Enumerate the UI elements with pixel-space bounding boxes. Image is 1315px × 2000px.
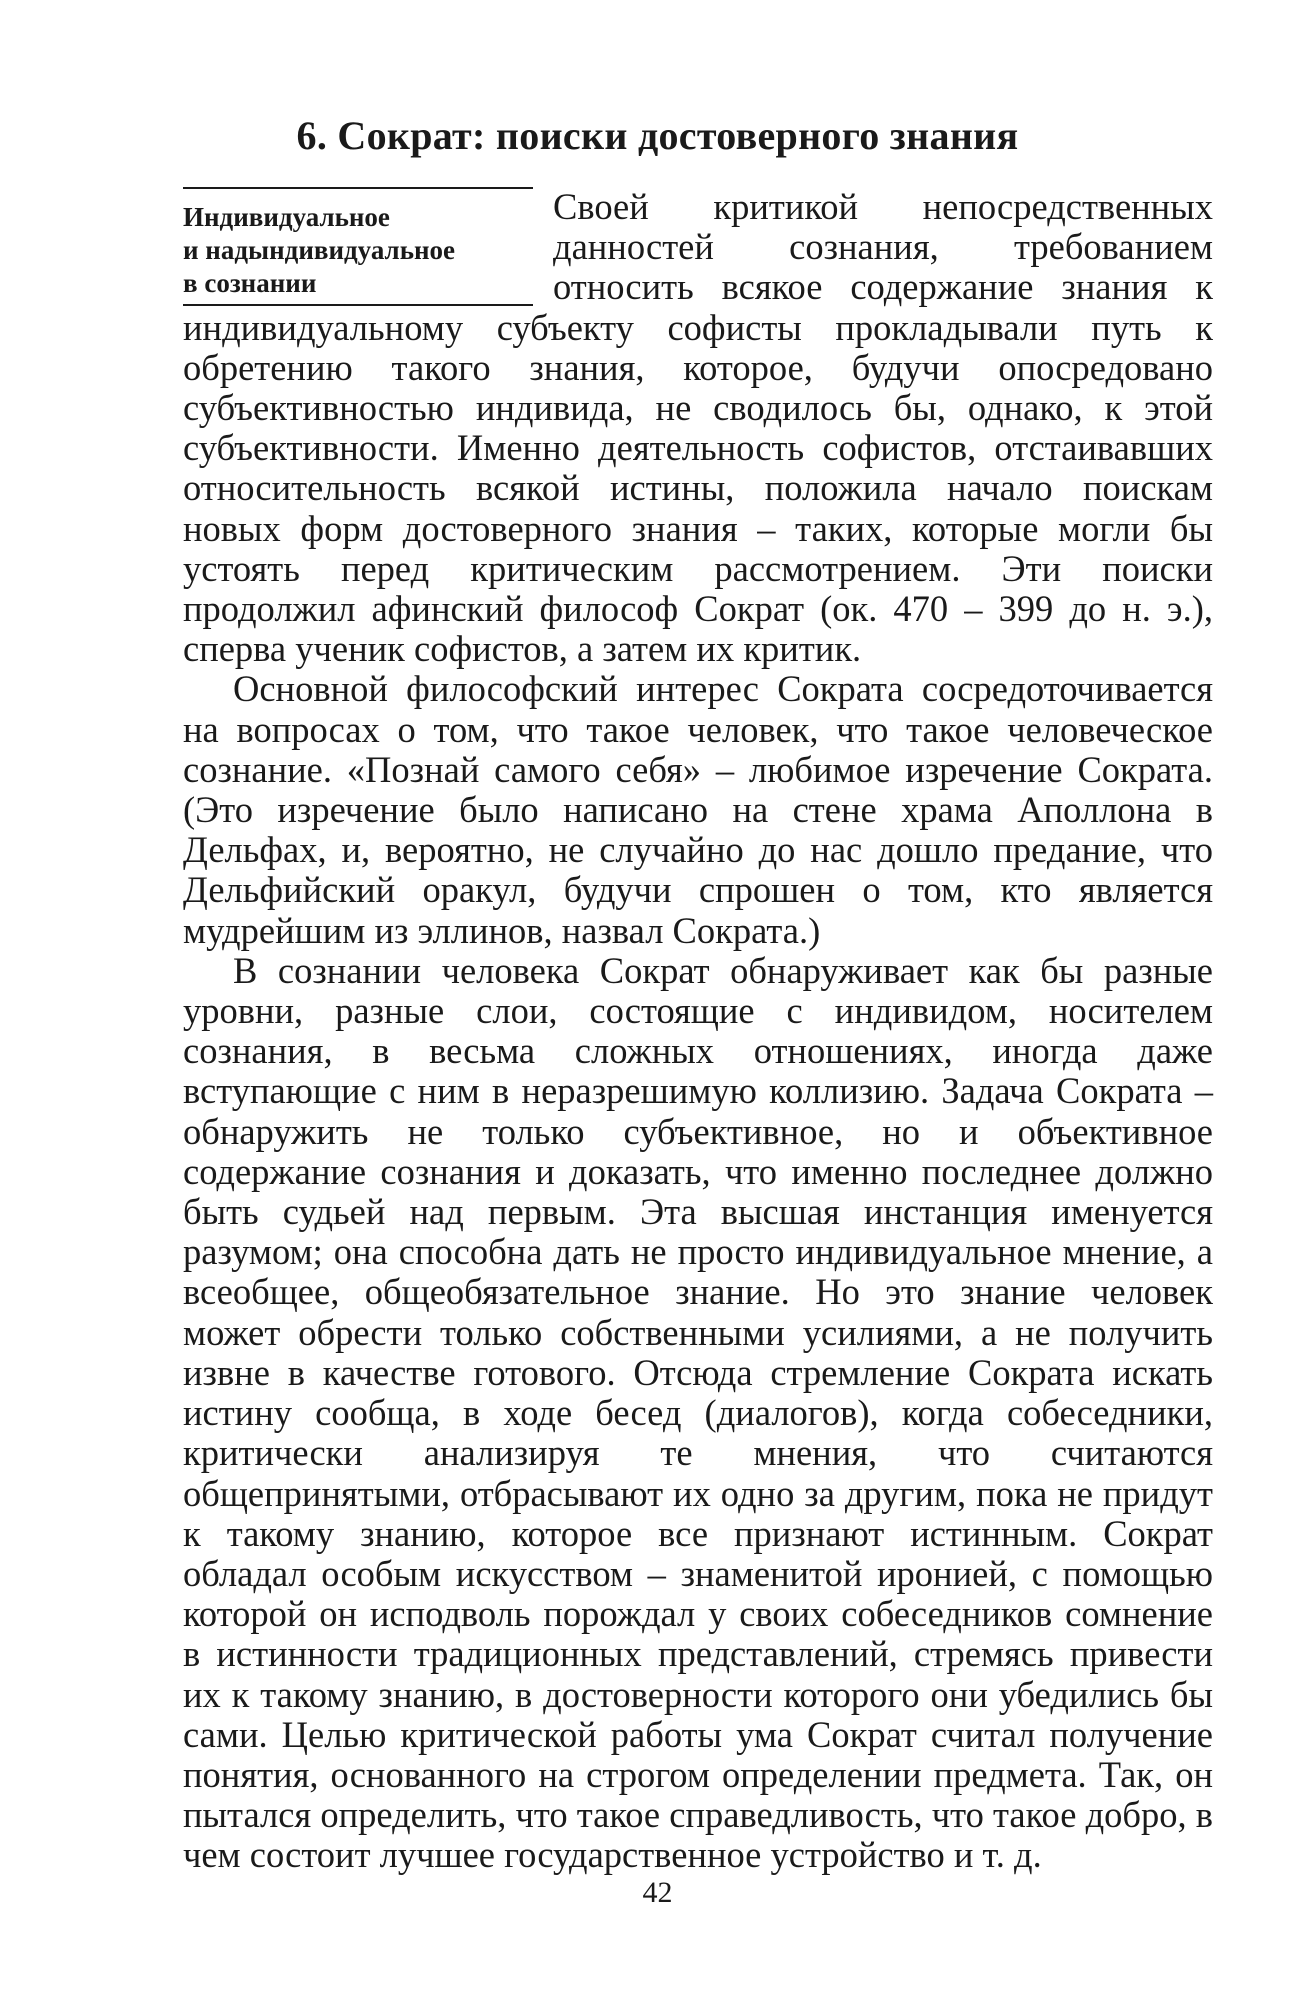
sidebar-bottom-rule [183, 304, 533, 306]
page-number: 42 [642, 1876, 673, 1909]
body-text [183, 187, 1213, 1876]
sidebar-heading: Индивидуальное и надындивидуальное в сознании [183, 202, 456, 298]
paragraph-1: Своей критикой непосредственных данностей сознания, требованием относить всякое содержание знания к индивидуальному субъекту софисты прокладывали путь к обретению такого знания, которое, будучи опосредовано субъективностью индивида, не сводилось бы, однако, к этой субъективности. Именно деятельность софистов, отстаивавших относительность всякой истины, положила начало поискам новых форм достоверного знания – таких, которые могли бы устоять перед критическим рассмотрением. Эти поиски продолжил афинский философ Сократ (ок. 470 – 399 до н. э.), сперва ученик софистов, а затем их критик. [183, 186, 1213, 670]
paragraph-3: В сознании человека Сократ обнаруживает как бы разные уровни, разные слои, состоящие с индивидом, носителем сознания, в весьма сложных отношениях, иногда даже вступающие с ним в неразрешимую коллизию. Задача Сократа – обнаружить не только субъективное, но и объективное содержание сознания и доказать, что именно последнее должно быть судьей над первым. Эта высшая инстанция именуется разумом; она способна дать не просто индивидуальное мнение, а всеобщее, общеобязательное знание. Но это знание человек может обрести только собственными усилиями, а не получить извне в качестве готового. Отсюда стремление Сократа искать истину сообща, в ходе бесед (диалогов), когда собеседники, критически анализируя те мнения, что считаются общепринятыми, отбрасывают их одно за другим, пока не придут к такому знанию, которое все признают истинным. Сократ обладал особым искусством – знаменитой иронией, с помощью которой он исподволь порождал у своих собеседников сомнение в истинности традиционных представлений, стремясь привести их к такому знанию, в достоверности которого они убедились бы сами. Целью критической работы ума Сократ считал получение понятия, основанного на строгом определении предмета. Так, он пытался определить, что такое справедливость, что такое добро, в чем состоит лучшее государственное устройство и т. д. [183, 949, 1213, 1876]
paragraph-2: Основной философский интерес Сократа сосредоточивается на вопросах о том, что такое человек, что такое человеческое сознание. «Познай самого себя» – любимое изречение Сократа. (Это изречение было написано на стене храма Аполлона в Дельфах, и, вероятно, не случайно до нас дошло предание, что Дельфийский оракул, будучи спрошен о том, кто является мудрейшим из эллинов, назвал Сократа.) [183, 668, 1213, 951]
section-title: 6. Сократ: поиски достоверного знания [296, 113, 1019, 158]
sidebar-heading-box [183, 187, 533, 306]
